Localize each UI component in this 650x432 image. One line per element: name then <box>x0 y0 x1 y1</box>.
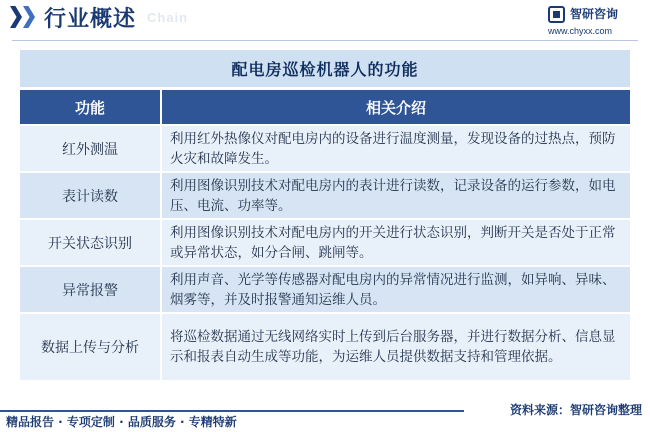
page-header <box>0 0 650 40</box>
table-row <box>20 218 630 265</box>
section-title: 行业概述 <box>44 7 137 32</box>
description-cell: 利用红外热像仪对配电房内的设备进行温度测量，发现设备的过热点，预防火灾和故障发生。 <box>160 126 630 171</box>
description-cell: 利用图像识别技术对配电房内的表计进行读数，记录设备的运行参数，如电压、电流、功率等。 <box>160 173 630 218</box>
column-header-description: 相关介绍 <box>160 90 630 124</box>
source-note: 资料来源：智研咨询整理 <box>509 403 642 417</box>
function-cell: 异常报警 <box>20 267 160 312</box>
brand-logo <box>548 4 638 38</box>
function-cell: 红外测温 <box>20 126 160 171</box>
function-cell: 数据上传与分析 <box>20 314 160 380</box>
footer-divider <box>0 410 464 412</box>
description-cell: 利用声音、光学等传感器对配电房内的异常情况进行监测，如异响、异味、烟雾等，并及时报警通知运维人员。 <box>160 267 630 312</box>
table-title: 配电房巡检机器人的功能 <box>20 50 630 87</box>
header-divider <box>12 40 638 41</box>
description-cell: 利用图像识别技术对配电房内的开关进行状态识别，判断开关是否处于正常或异常状态，如分合闸、跳闸等。 <box>160 220 630 265</box>
function-cell: 表计读数 <box>20 173 160 218</box>
brand-url: www.chyxx.com <box>548 26 613 36</box>
footer-tagline: 精品报告 · 专项定制 · 品质服务 · 专精特新 <box>6 415 237 429</box>
section-subtitle: Chain <box>147 10 189 25</box>
function-table <box>20 50 630 380</box>
column-header-function: 功能 <box>74 98 105 117</box>
brand-name: 智研咨询 <box>570 7 619 21</box>
table-row <box>20 124 630 171</box>
table-header-row <box>20 90 630 124</box>
function-cell: 开关状态识别 <box>20 220 160 265</box>
brand-icon <box>548 6 565 23</box>
table-row <box>20 171 630 218</box>
table-body <box>20 124 630 380</box>
table-row <box>20 312 630 380</box>
chevron-arrows-icon <box>10 6 36 28</box>
table-row <box>20 265 630 312</box>
description-cell: 将巡检数据通过无线网络实时上传到后台服务器，并进行数据分析、信息显示和报表自动生成等功能，为运维人员提供数据支持和管理依据。 <box>160 314 630 380</box>
